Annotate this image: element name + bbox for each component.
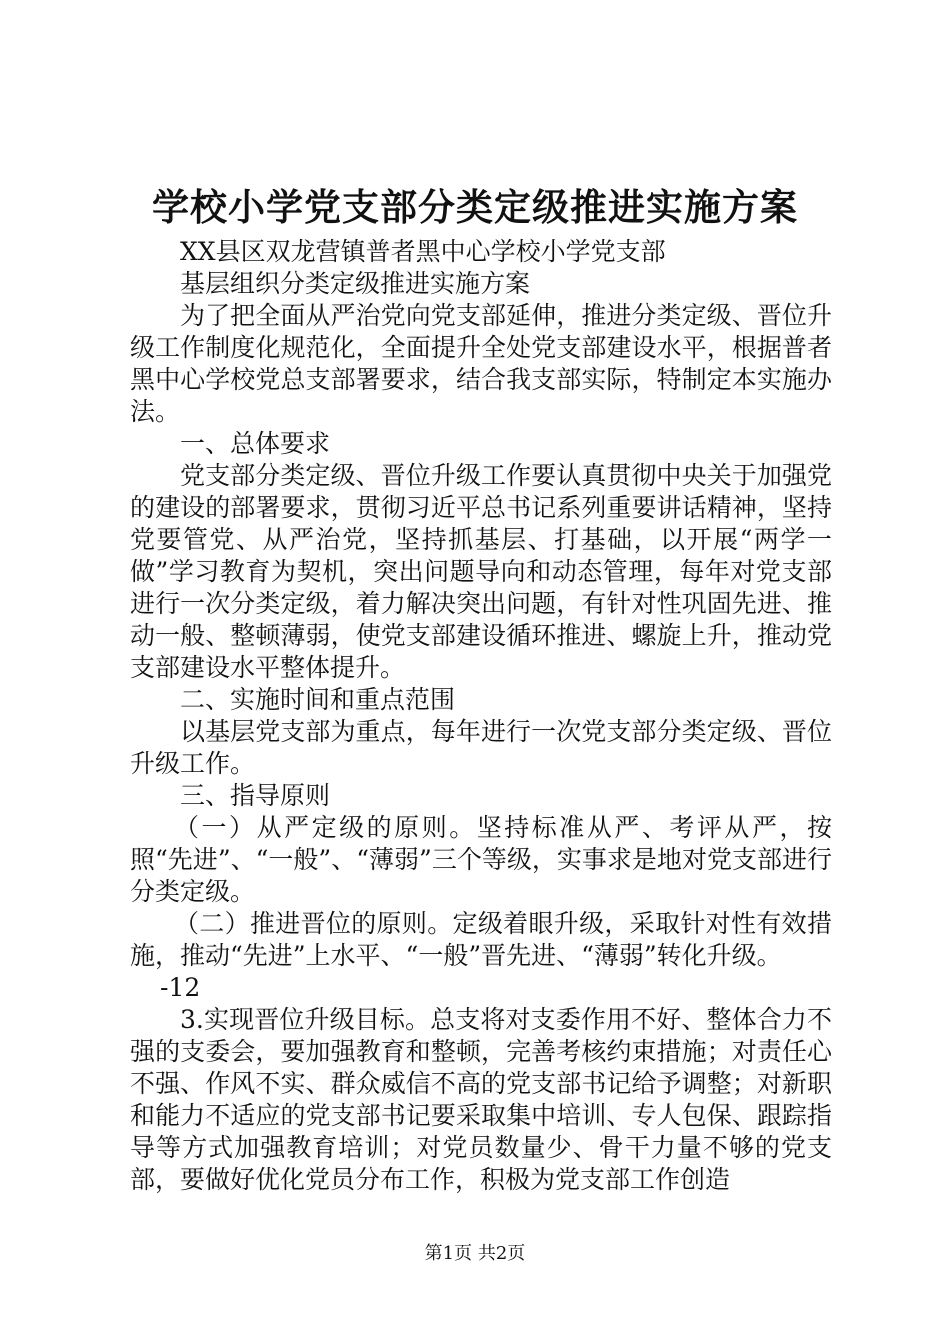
subtitle-line: 基层组织分类定级推进实施方案 bbox=[180, 269, 531, 298]
principle-2-paragraph: （二）推进晋位的原则。定级着眼升级，采取针对性有效措施，推动“先进”上水平、“一般”晋先进、“薄弱”转化升级。 bbox=[130, 909, 832, 970]
document-body bbox=[130, 236, 832, 1196]
section-1-paragraph: 党支部分类定级、晋位升级工作要认真贯彻中央关于加强党的建设的部署要求，贯彻习近平总书记系列重要讲话精神，坚持党要管党、从严治党，坚持抓基层、打基础，以开展“两学一做”学习教育为契机，突出问题导向和动态管理，每年对党支部进行一次分类定级，着力解决突出问题，有针对性巩固先进、推动一般、整顿薄弱，使党支部建设循环推进、螺旋上升，推动党支部建设水平整体提升。 bbox=[130, 461, 832, 682]
document-title: 学校小学党支部分类定级推进实施方案 bbox=[152, 185, 798, 229]
page-footer: 第1页 共2页 bbox=[424, 1243, 526, 1264]
section-heading-3: 三、指导原则 bbox=[180, 781, 331, 810]
school-name-line: XX县区双龙营镇普者黑中心学校小学党支部 bbox=[180, 237, 666, 266]
section-heading-1: 一、总体要求 bbox=[180, 429, 331, 458]
page-marker: -12 bbox=[160, 973, 201, 1002]
intro-paragraph: 为了把全面从严治党向党支部延伸，推进分类定级、晋位升级工作制度化规范化，全面提升全处党支部建设水平，根据普者黑中心学校党总支部署要求，结合我支部实际，特制定本实施办法。 bbox=[130, 301, 832, 426]
goal-paragraph: 3.实现晋位升级目标。总支将对支委作用不好、整体合力不强的支委会，要加强教育和整顿，完善考核约束措施；对责任心不强、作风不实、群众威信不高的党支部书记给予调整；对新职和能力不适应的党支部书记要采取集中培训、专人包保、跟踪指导等方式加强教育培训；对党员数量少、骨干力量不够的党支部，要做好优化党员分布工作，积极为党支部工作创造 bbox=[130, 1005, 832, 1194]
section-2-paragraph: 以基层党支部为重点，每年进行一次党支部分类定级、晋位升级工作。 bbox=[130, 717, 832, 778]
principle-1-paragraph: （一）从严定级的原则。坚持标准从严、考评从严，按照“先进”、“一般”、“薄弱”三个等级，实事求是地对党支部进行分类定级。 bbox=[130, 813, 832, 906]
section-heading-2: 二、实施时间和重点范围 bbox=[180, 685, 456, 714]
